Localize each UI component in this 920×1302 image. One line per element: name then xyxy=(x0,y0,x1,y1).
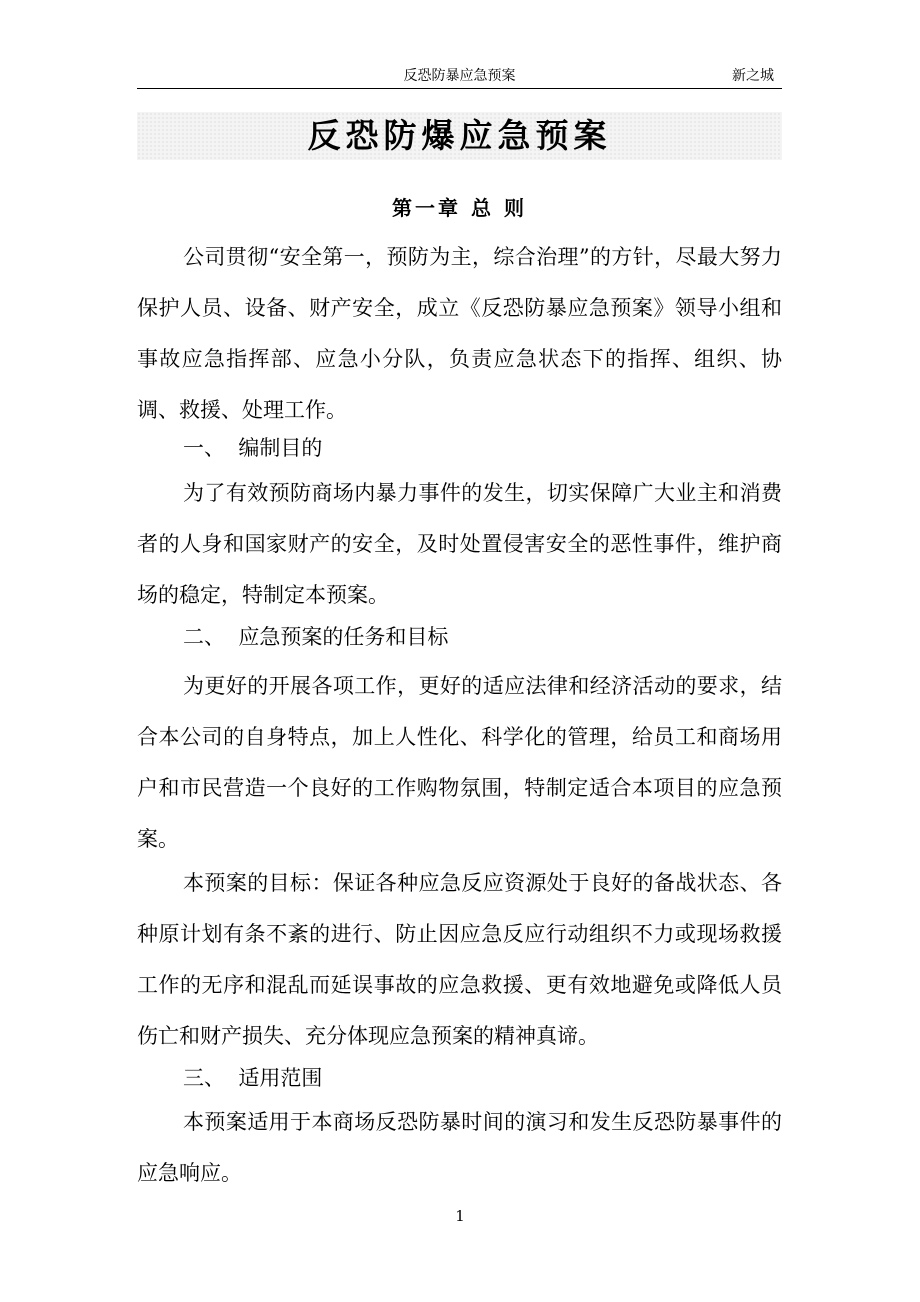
document-title: 反恐防爆应急预案 xyxy=(307,116,612,155)
header-company: 新之城 xyxy=(732,68,774,84)
paragraph-goals: 本预案的目标：保证各种应急反应资源处于良好的备战状态、各种原计划有条不紊的进行、防止因应急反应行动组织不力或现场救援工作的无序和混乱而延误事故的应急救援、更有效地避免或降低人员伤亡和财产损失、充分体现应急预案的精神真谛。 xyxy=(137,871,782,1048)
section-heading-scope: 三、 适用范围 xyxy=(183,1066,323,1090)
section-heading-purpose: 一、 编制目的 xyxy=(183,436,323,460)
page-header xyxy=(137,60,782,89)
page-number: 1 xyxy=(455,1207,465,1225)
paragraph-tasks: 为更好的开展各项工作，更好的适应法律和经济活动的要求，结合本公司的自身特点，加上人性化、科学化的管理，给员工和商场用户和市民营造一个良好的工作购物氛围，特制定适合本项目的应急预案。 xyxy=(137,674,782,851)
header-title: 反恐防暴应急预案 xyxy=(403,68,516,84)
section-heading-tasks: 二、 应急预案的任务和目标 xyxy=(183,625,449,649)
paragraph-intro: 公司贯彻“安全第一，预防为主，综合治理”的方针，尽最大努力保护人员、设备、财产安全，成立《反恐防暴应急预案》领导小组和事故应急指挥部、应急小分队，负责应急状态下的指挥、组织、协调、救援、处理工作。 xyxy=(137,245,782,422)
paragraph-scope: 本预案适用于本商场反恐防暴时间的演习和发生反恐防暴事件的应急响应。 xyxy=(137,1110,782,1185)
paragraph-purpose: 为了有效预防商场内暴力事件的发生，切实保障广大业主和消费者的人身和国家财产的安全，及时处置侵害安全的恶性事件，维护商场的稳定，特制定本预案。 xyxy=(137,481,782,607)
chapter-heading: 第一章 总 则 xyxy=(392,196,527,220)
